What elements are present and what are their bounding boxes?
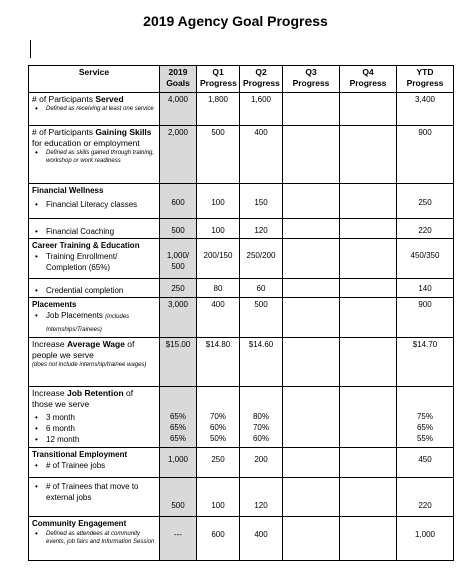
table-row (29, 387, 454, 448)
q1-cell: 100 (197, 478, 240, 517)
q1-cell: 200/150 (197, 239, 240, 279)
q4-cell (340, 298, 397, 338)
goal-cell: 500 (160, 219, 197, 239)
q4-cell (340, 93, 397, 126)
service-cell: Placements • Job Placements (includes Internships/Trainees) (29, 298, 160, 338)
q3-cell (283, 338, 340, 387)
q2-cell: 120 (240, 478, 283, 517)
q4-cell (340, 387, 397, 448)
table-row (29, 448, 454, 478)
q3-cell (283, 517, 340, 561)
goal-cell: 500 (160, 478, 197, 517)
goal-cell: 2,000 (160, 126, 197, 184)
header-ytd: YTD Progress (397, 66, 454, 93)
q2-cell: 1,600 (240, 93, 283, 126)
table-row (29, 239, 454, 279)
q1-cell: 400 (197, 298, 240, 338)
service-cell: # of Participants Gaining Skills for education or employment • Defined as skills gained through training, workshop or work readiness (29, 126, 160, 184)
table-row (29, 279, 454, 298)
q3-cell (283, 93, 340, 126)
q2-cell: 80% 70% 60% (240, 387, 283, 448)
goal-cell: --- (160, 517, 197, 561)
service-cell: • Financial Coaching (29, 219, 160, 239)
table-row (29, 126, 454, 184)
q3-cell (283, 184, 340, 219)
service-cell: Increase Average Wage of people we serve (does not include internship/trainee wages) (29, 338, 160, 387)
goal-cell: 3,000 (160, 298, 197, 338)
q4-cell (340, 448, 397, 478)
goal-cell: 65% 65% 65% (160, 387, 197, 448)
q4-cell (340, 478, 397, 517)
ytd-cell: 450 (397, 448, 454, 478)
ytd-cell: 3,400 (397, 93, 454, 126)
ytd-cell: 900 (397, 298, 454, 338)
q3-cell (283, 478, 340, 517)
service-cell: • # of Trainees that move to external jobs (29, 478, 160, 517)
q4-cell (340, 184, 397, 219)
q3-cell (283, 387, 340, 448)
ytd-cell: 900 (397, 126, 454, 184)
header-row (29, 66, 454, 93)
service-cell: Transitional Employment • # of Trainee jobs (29, 448, 160, 478)
goal-cell: 250 (160, 279, 197, 298)
q1-cell: 80 (197, 279, 240, 298)
q2-cell: 400 (240, 126, 283, 184)
q3-cell (283, 298, 340, 338)
q2-cell: 500 (240, 298, 283, 338)
q2-cell: 150 (240, 184, 283, 219)
ytd-cell: 220 (397, 478, 454, 517)
q2-cell: 400 (240, 517, 283, 561)
header-service: Service (29, 66, 160, 93)
table-row (29, 478, 454, 517)
table-row (29, 338, 454, 387)
q3-cell (283, 448, 340, 478)
table-row (29, 184, 454, 219)
table-row (29, 93, 454, 126)
q3-cell (283, 219, 340, 239)
text-cursor (30, 40, 31, 58)
q2-cell: 200 (240, 448, 283, 478)
q3-cell (283, 279, 340, 298)
goal-cell: 1,000 (160, 448, 197, 478)
table-row (29, 219, 454, 239)
q1-cell: 70% 60% 50% (197, 387, 240, 448)
q4-cell (340, 219, 397, 239)
table-row (29, 298, 454, 338)
header-q3: Q3 Progress (283, 66, 340, 93)
ytd-cell: $14.70 (397, 338, 454, 387)
header-q4: Q4 Progress (340, 66, 397, 93)
q2-cell: $14.60 (240, 338, 283, 387)
q1-cell: $14.80 (197, 338, 240, 387)
service-cell: # of Participants Served • Defined as receiving at least one service (29, 93, 160, 126)
ytd-cell: 75% 65% 55% (397, 387, 454, 448)
goal-cell: 1,000/ 500 (160, 239, 197, 279)
q1-cell: 1,800 (197, 93, 240, 126)
q4-cell (340, 338, 397, 387)
header-q1: Q1 Progress (197, 66, 240, 93)
header-q2: Q2 Progress (240, 66, 283, 93)
q1-cell: 600 (197, 517, 240, 561)
q1-cell: 100 (197, 184, 240, 219)
q4-cell (340, 279, 397, 298)
q1-cell: 500 (197, 126, 240, 184)
ytd-cell: 1,000 (397, 517, 454, 561)
q3-cell (283, 126, 340, 184)
ytd-cell: 220 (397, 219, 454, 239)
q3-cell (283, 239, 340, 279)
goal-cell: $15.00 (160, 338, 197, 387)
q4-cell (340, 126, 397, 184)
service-cell: Financial Wellness • Financial Literacy classes (29, 184, 160, 219)
ytd-cell: 450/350 (397, 239, 454, 279)
goal-progress-table (28, 65, 454, 561)
goal-cell: 600 (160, 184, 197, 219)
q1-cell: 100 (197, 219, 240, 239)
q1-cell: 250 (197, 448, 240, 478)
table-row (29, 517, 454, 561)
q2-cell: 120 (240, 219, 283, 239)
header-goals: 2019 Goals (160, 66, 197, 93)
document-title: 2019 Agency Goal Progress (143, 13, 328, 29)
q4-cell (340, 239, 397, 279)
service-cell: Increase Job Retention of those we serve • 3 month • 6 month • 12 month (29, 387, 160, 448)
q2-cell: 250/200 (240, 239, 283, 279)
ytd-cell: 250 (397, 184, 454, 219)
service-cell: Community Engagement • Defined as attendees at community events, job fairs and Information Session (29, 517, 160, 561)
service-cell: Career Training & Education • Training Enrollment/ Completion (65%) (29, 239, 160, 279)
goal-cell: 4,000 (160, 93, 197, 126)
q2-cell: 60 (240, 279, 283, 298)
ytd-cell: 140 (397, 279, 454, 298)
service-cell: • Credential completion (29, 279, 160, 298)
q4-cell (340, 517, 397, 561)
